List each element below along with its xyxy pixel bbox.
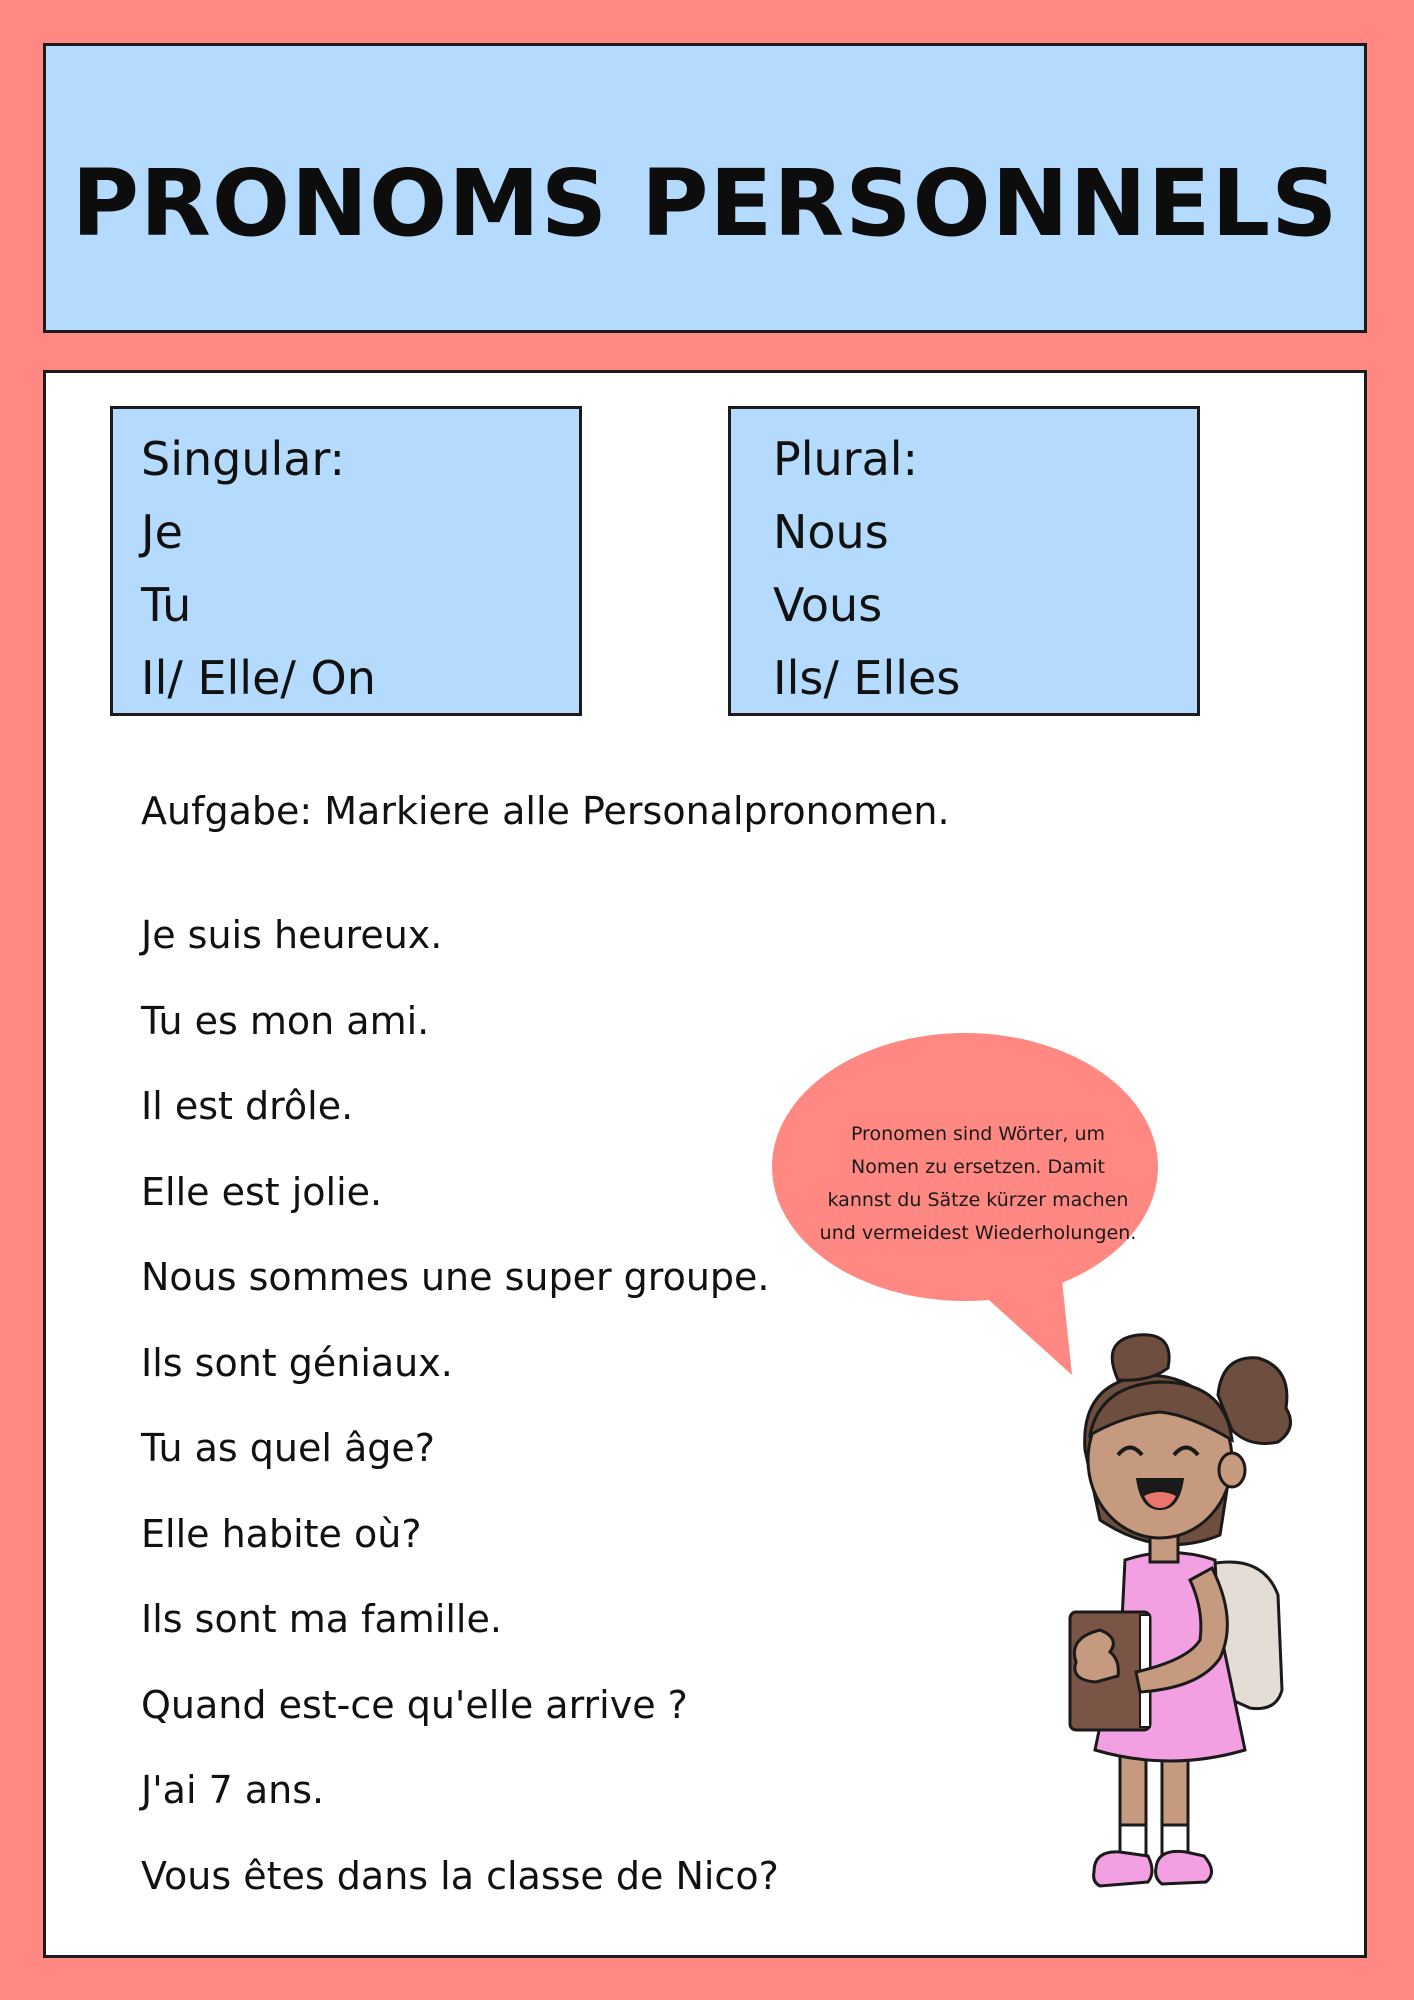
task-instruction: Aufgabe: Markiere alle Personalpronomen. (141, 789, 950, 833)
sentence-item: Quand est-ce qu'elle arrive ? (141, 1682, 688, 1727)
singular-pronoun: Je (141, 505, 183, 559)
girl-with-book-icon (1040, 1320, 1330, 1910)
singular-pronoun: Il/ Elle/ On (141, 651, 376, 705)
plural-pronoun: Vous (773, 578, 883, 632)
plural-pronouns-box (728, 406, 1200, 716)
singular-heading: Singular: (141, 432, 346, 486)
plural-pronoun: Ils/ Elles (773, 651, 961, 705)
sentence-item: Je suis heureux. (141, 913, 443, 957)
sentence-item: Elle est jolie. (141, 1169, 383, 1214)
sentence-item: Ils sont ma famille. (141, 1597, 502, 1641)
sentence-item: Vous êtes dans la classe de Nico? (141, 1853, 779, 1898)
sentence-list (141, 910, 779, 1936)
sentence-item: Ils sont géniaux. (141, 1340, 453, 1385)
speech-bubble-text: Pronomen sind Wörter, um Nomen zu ersetzen. Damit kannst du Sätze kürzer machen und vermeidest Wiederholungen. (819, 1123, 1137, 1244)
sentence-item: Tu as quel âge? (141, 1426, 435, 1470)
singular-pronouns-box (110, 406, 582, 716)
sentence-item: Il est drôle. (141, 1084, 354, 1128)
sentence-item: Nous sommes une super groupe. (141, 1255, 770, 1299)
sentence-item: J'ai 7 ans. (141, 1768, 325, 1812)
sentence-item: Elle habite où? (141, 1511, 422, 1556)
plural-pronoun: Nous (773, 505, 889, 559)
plural-heading: Plural: (773, 432, 919, 486)
page-title: PRONOMS PERSONNELS (71, 150, 1339, 257)
singular-pronoun: Tu (141, 578, 192, 632)
sentence-item: Tu es mon ami. (141, 998, 430, 1043)
title-banner (43, 43, 1367, 333)
